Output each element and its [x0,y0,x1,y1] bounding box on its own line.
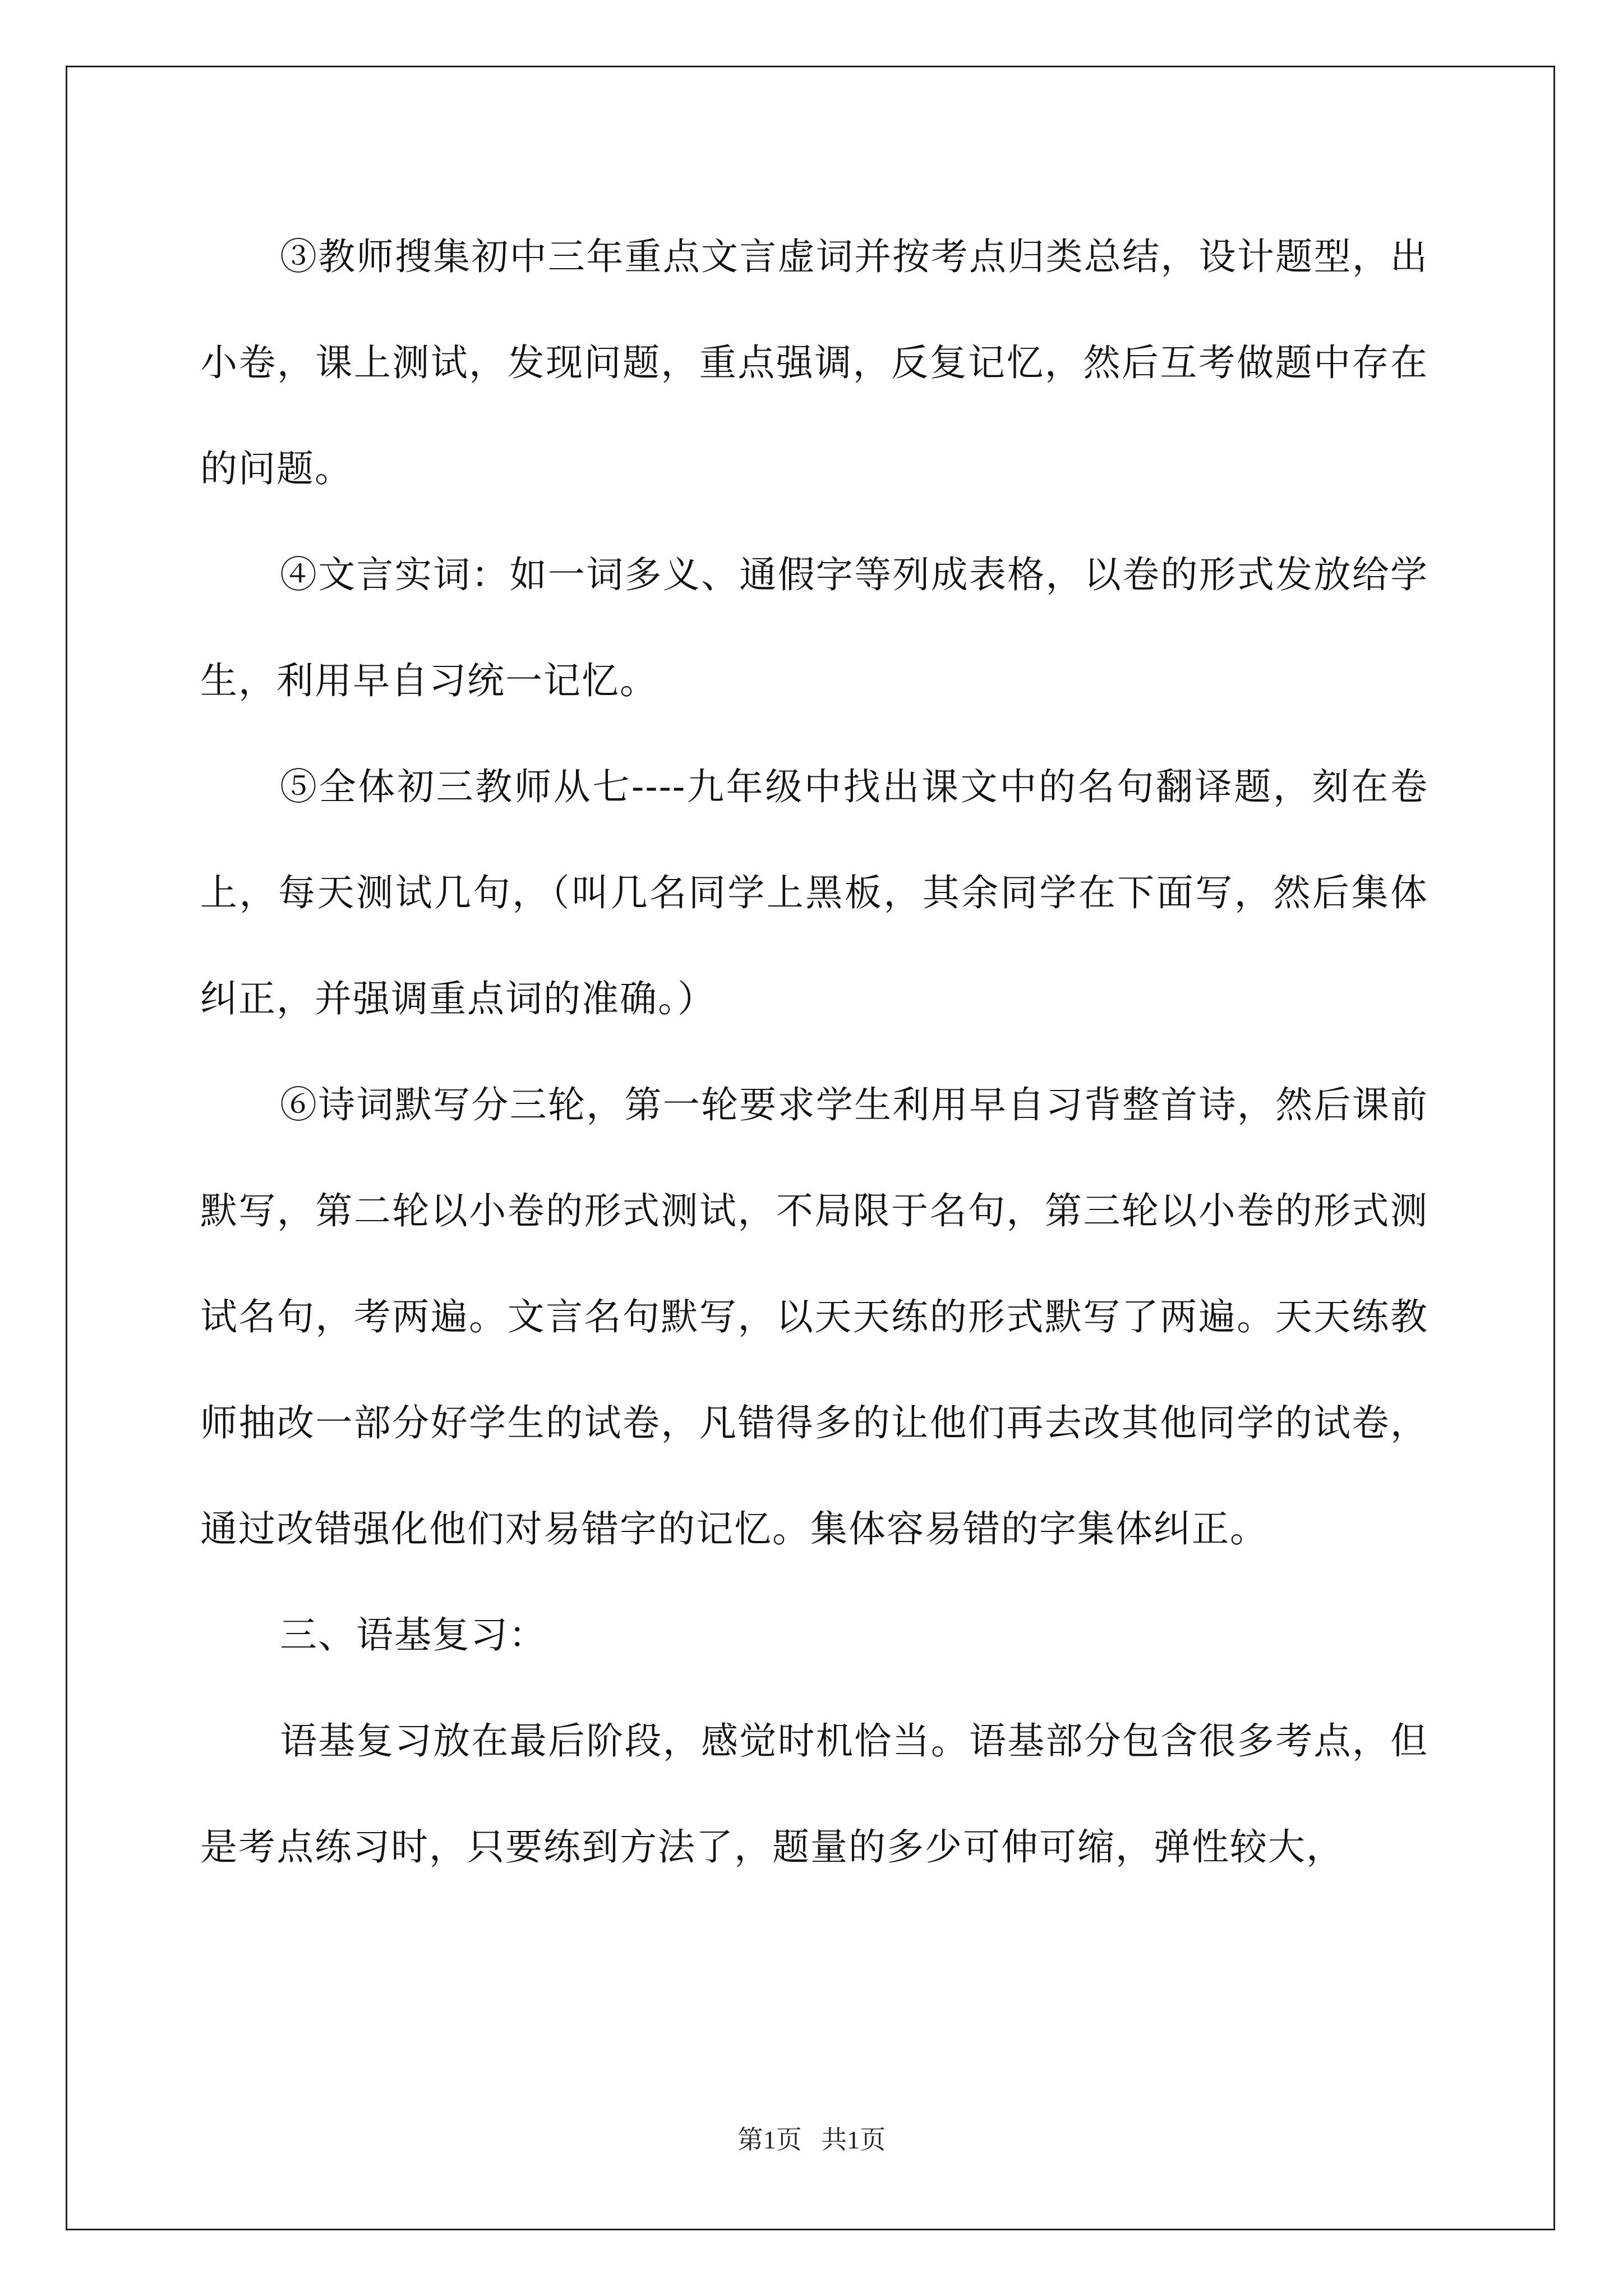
page-footer [0,2119,1623,2156]
paragraph-shici-moxie: ⑥诗词默写分三轮，第一轮要求学生利用早自习背整首诗，然后课前默写，第二轮以小卷的形式测试，不局限于名句，第三轮以小卷的形式测试名句，考两遍。文言名句默写，以天天练的形式默写了两遍。天天练教师抽改一部分好学生的试卷，凡错得多的让他们再去改其他同学的试卷，通过改错强化他们对易错字的记忆。集体容易错的字集体纠正。 [200,1083,1428,1550]
page-number: 第1页 [737,2125,802,2154]
paragraph-mingju-fanyi: ⑤全体初三教师从七----九年级中找出课文中的名句翻译题，刻在卷上，每天测试几句，（叫几名同学上黑板，其余同学在下面写，然后集体纠正，并强调重点词的准确。） [200,765,1428,1020]
section-heading-yuji: 三、语基复习： [280,1613,547,1657]
paragraph-xuci: ③教师搜集初中三年重点文言虚词并按考点归类总结，设计题型，出小卷，课上测试，发现问题，重点强调，反复记忆，然后互考做题中存在的问题。 [200,235,1428,490]
page-total: 共1页 [821,2125,886,2154]
paragraph-yuji-fuxi: 语基复习放在最后阶段，感觉时机恰当。语基部分包含很多考点，但是考点练习时，只要练到方法了，题量的多少可伸可缩，弹性较大， [200,1719,1428,1869]
paragraph-shici: ④文言实词：如一词多义、通假字等列成表格，以卷的形式发放给学生，利用早自习统一记忆。 [200,553,1428,702]
document-body [200,204,1428,1900]
